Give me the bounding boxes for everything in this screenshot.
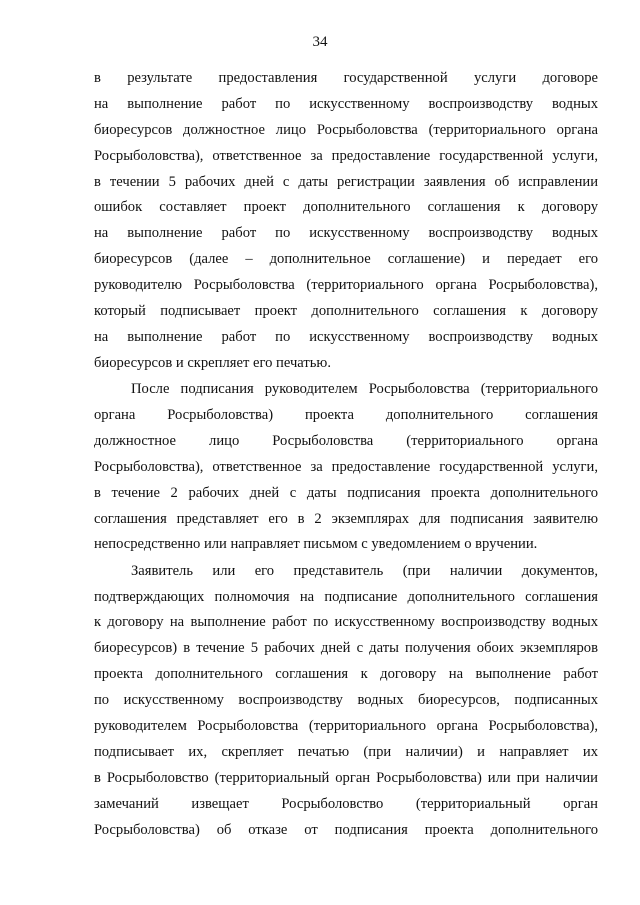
document-body <box>94 66 598 844</box>
text-line: в течение 2 рабочих дней с даты подписания проекта дополнительного <box>94 484 598 501</box>
text-line: После подписания руководителем Росрыболовства (территориального <box>131 381 598 398</box>
paragraph-2 <box>94 377 598 558</box>
text-line: Росрыболовства), ответственное за предоставление государственной услуги, <box>94 458 598 475</box>
text-line: в течении 5 рабочих дней с даты регистрации заявления об исправлении <box>94 173 598 190</box>
text-line: проекта дополнительного соглашения к договору на выполнение работ <box>94 666 598 683</box>
text-line: Росрыболовства) об отказе от подписания проекта дополнительного <box>94 821 598 838</box>
text-line: биоресурсов (далее – дополнительное соглашение) и передает его <box>94 251 598 268</box>
text-line: биоресурсов должностное лицо Росрыболовства (территориального органа <box>94 121 598 138</box>
text-line: непосредственно или направляет письмом с уведомлением о вручении. <box>94 536 538 553</box>
text-line: в Росрыболовство (территориальный орган Росрыболовства) или при наличии <box>94 769 598 786</box>
text-line: по искусственному воспроизводству водных биоресурсов, подписанных <box>94 692 598 709</box>
text-line: руководителю Росрыболовства (территориального органа Росрыболовства), <box>94 277 598 294</box>
text-line: органа Росрыболовства) проекта дополнительного соглашения <box>94 406 598 423</box>
text-line: подписывает их, скрепляет печатью (при наличии) и направляет их <box>94 743 598 760</box>
text-line: Заявитель или его представитель (при наличии документов, <box>131 562 598 579</box>
paragraph-1 <box>94 66 598 377</box>
text-line: на выполнение работ по искусственному воспроизводству водных <box>94 225 598 242</box>
text-line: соглашения представляет его в 2 экземплярах для подписания заявителю <box>94 510 598 527</box>
text-line: подтверждающих полномочия на подписание дополнительного соглашения <box>94 588 598 605</box>
text-line: замечаний извещает Росрыболовство (территориальный орган <box>94 795 598 812</box>
text-line: в результате предоставления государственной услуги договоре <box>94 70 598 86</box>
text-line: который подписывает проект дополнительного соглашения к договору <box>94 303 598 320</box>
text-line: к договору на выполнение работ по искусственному воспроизводству водных <box>94 614 598 631</box>
text-line: руководителем Росрыболовства (территориального органа Росрыболовства), <box>94 718 598 735</box>
page-number: 34 <box>312 34 328 50</box>
text-line: на выполнение работ по искусственному воспроизводству водных <box>94 328 598 345</box>
text-line: ошибок составляет проект дополнительного соглашения к договору <box>94 199 598 216</box>
text-line: на выполнение работ по искусственному воспроизводству водных <box>94 95 598 112</box>
text-line: Росрыболовства), ответственное за предоставление государственной услуги, <box>94 147 598 164</box>
text-line: должностное лицо Росрыболовства (территориального органа <box>94 432 598 449</box>
paragraph-3 <box>94 559 598 844</box>
text-line: биоресурсов и скрепляет его печатью. <box>94 354 331 371</box>
text-line: биоресурсов) в течение 5 рабочих дней с даты получения обоих экземпляров <box>94 640 598 657</box>
